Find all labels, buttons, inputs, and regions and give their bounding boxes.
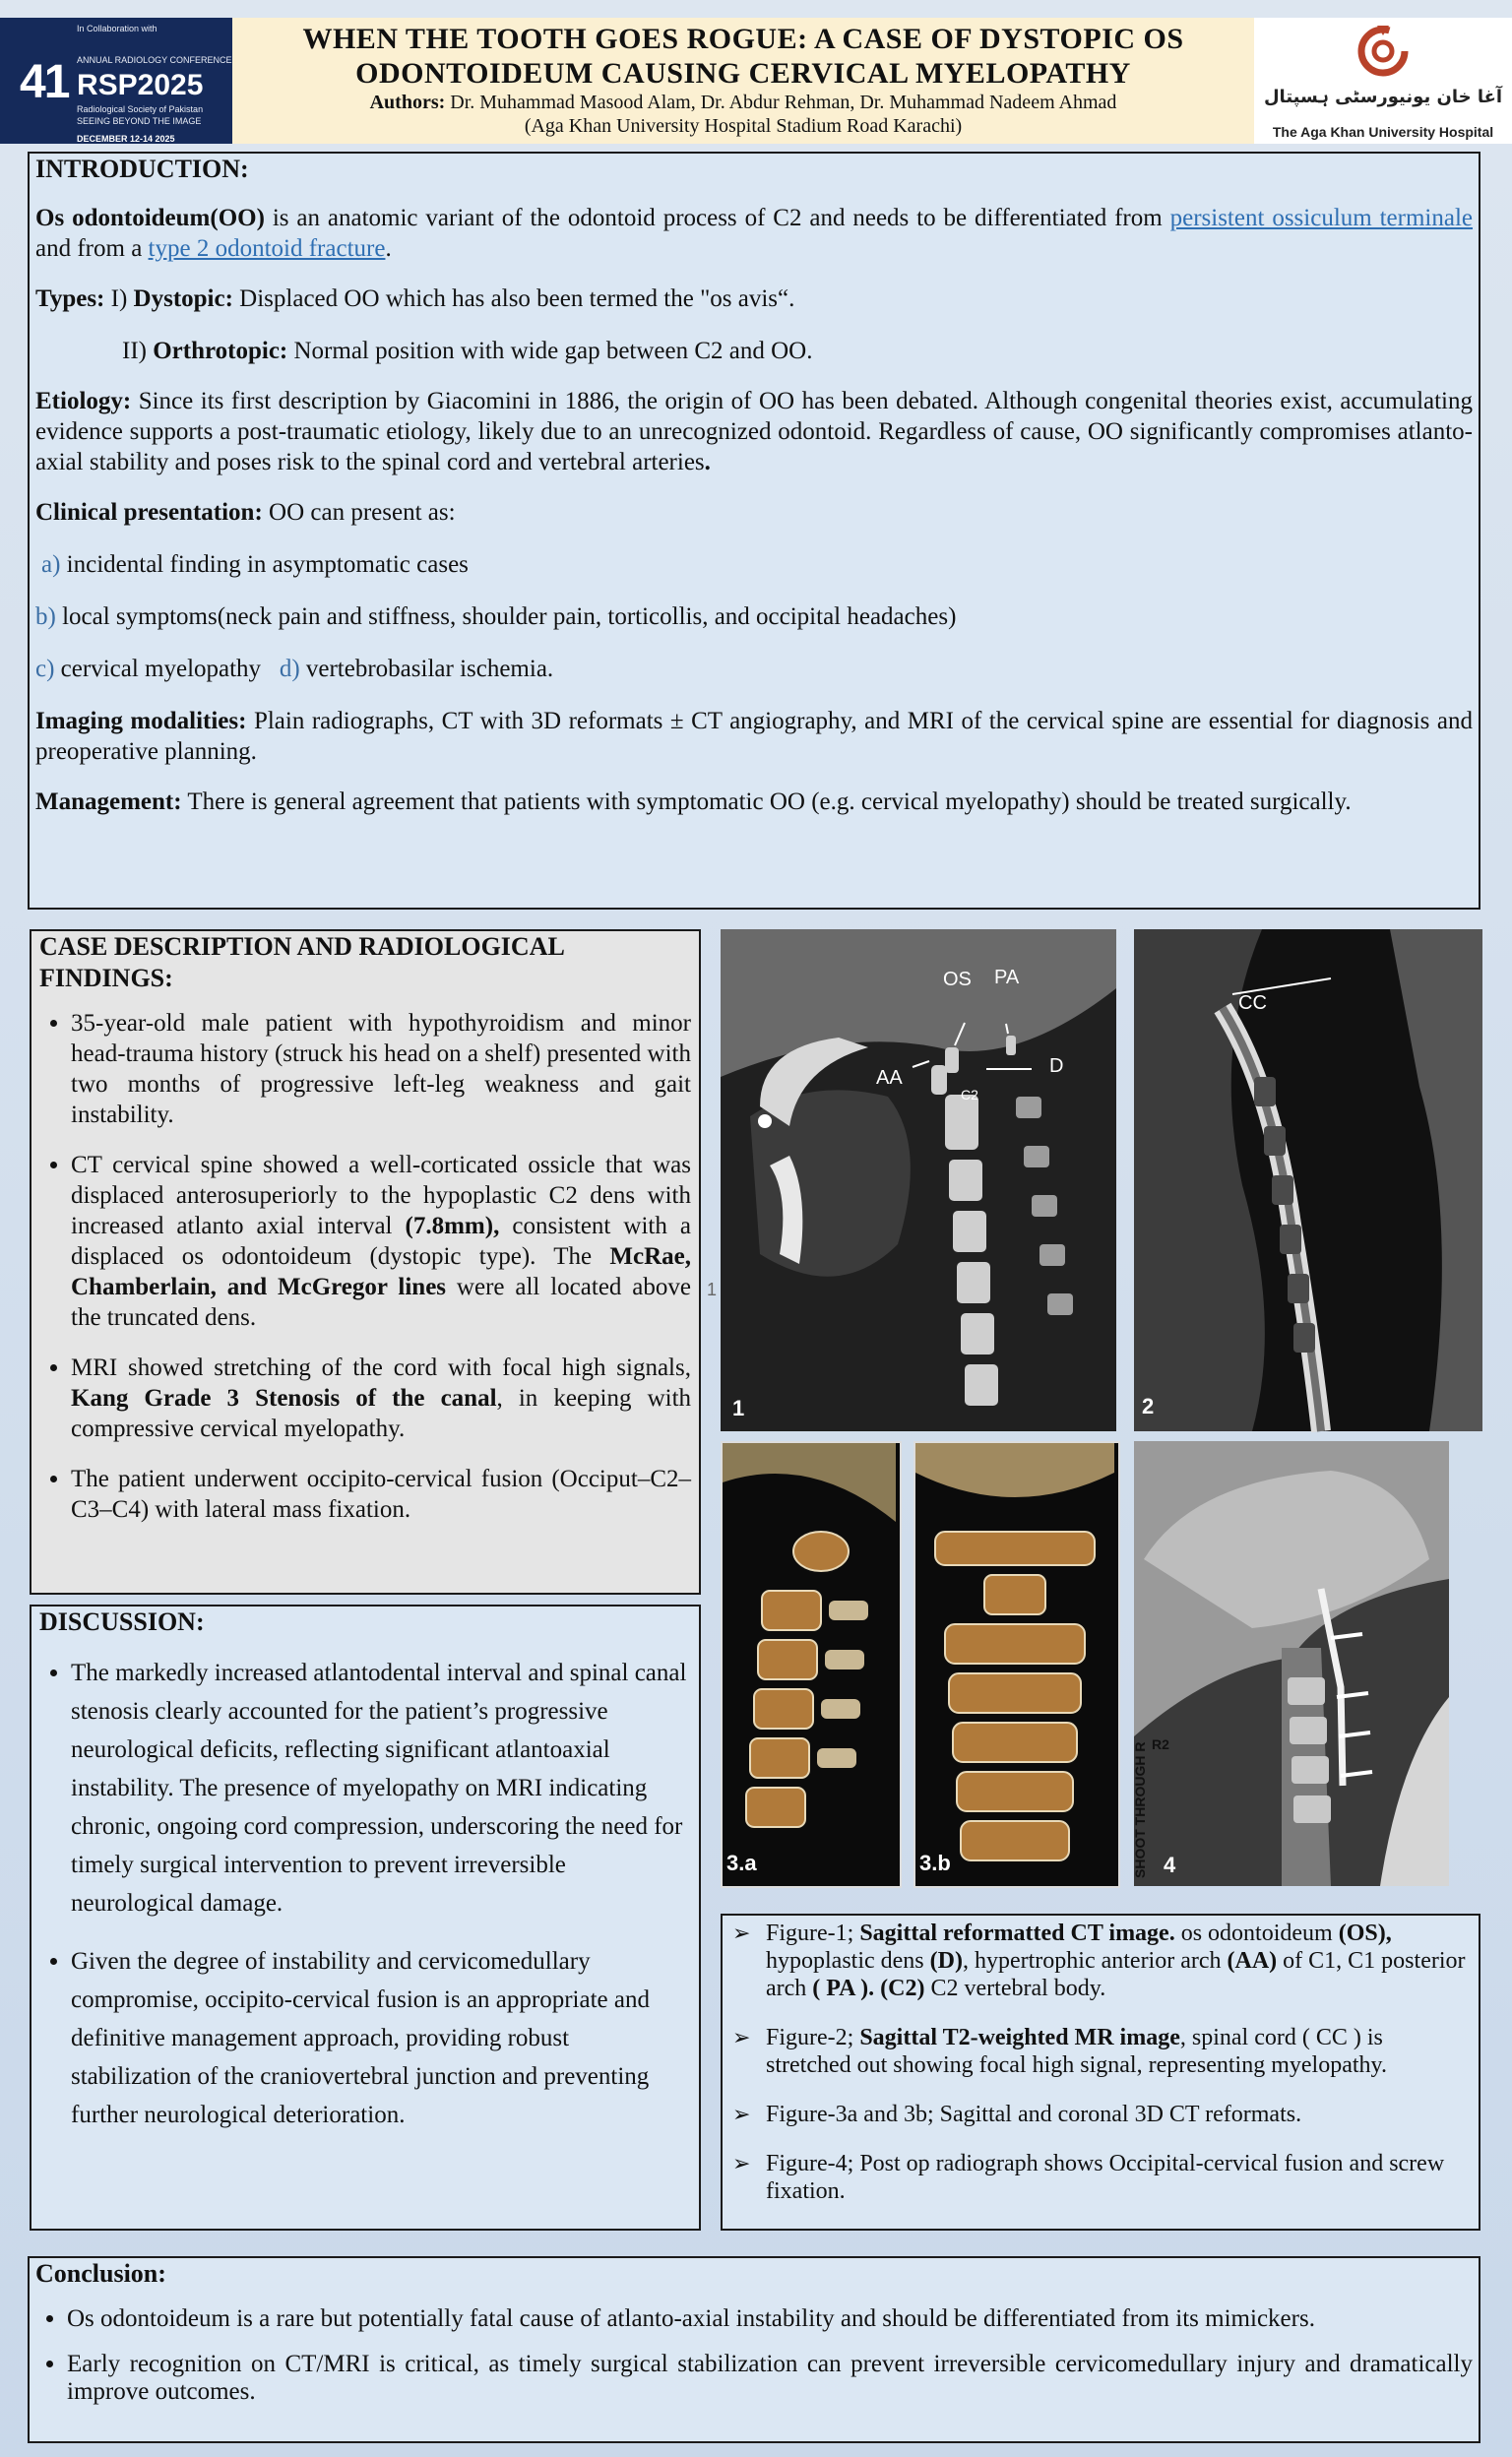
label-cc: CC: [1238, 992, 1267, 1014]
figure-3b-3d-ct-coronal: [914, 1441, 1120, 1888]
discussion-panel: [30, 1605, 701, 2231]
case-description-panel: [30, 929, 701, 1595]
label-c2: C2: [961, 1087, 978, 1102]
conclusion-panel: [28, 2256, 1480, 2443]
arrow-bullet-icon: ➢: [732, 1921, 751, 1945]
ct-spine-illustration: [721, 929, 1116, 1431]
hospital-name-urdu: آغا خان یونیورسٹی ہسپتال: [1263, 87, 1503, 107]
logo-date: DECEMBER 12-14 2025: [77, 134, 175, 144]
introduction-panel: [28, 152, 1480, 910]
figure-3a-3d-ct-sagittal: [721, 1441, 902, 1888]
conclusion-bullet-1: • Os odontoideum is a rare but potentially fatal cause of atlanto-axial instability and should be differentiated from its mimickers.: [67, 2305, 1473, 2333]
conclusion-list: [35, 2305, 1473, 2406]
case-heading: CASE DESCRIPTION AND RADIOLOGICAL FINDINGS:: [39, 932, 564, 992]
link-odontoid-fracture[interactable]: type 2 odontoid fracture: [148, 235, 386, 262]
case-bullet-2: • CT cervical spine showed a well-corticated ossicle that was displaced anterosuperiorly to the hypoplastic C2 dens with increased atlanto axial interval (7.8mm), consistent with a displaced os odontoideum (dystopic type). The McRae, Chamberlain, and McGregor lines were all located above the truncated dens.: [71, 1150, 691, 1333]
hospital-name: The Aga Khan University Hospital: [1272, 124, 1494, 140]
link-ossiculum[interactable]: persistent ossiculum terminale: [1169, 205, 1474, 231]
clinical-item-b: b) local symptoms(neck pain and stiffness, shoulder pain, torticollis, and occipital headaches): [35, 603, 957, 630]
case-bullet-4: • The patient underwent occipito-cervical fusion (Occiput–C2–C3–C4) with lateral mass fixation.: [71, 1464, 691, 1525]
introduction-heading: INTRODUCTION:: [35, 155, 249, 183]
figure-captions-panel: [721, 1914, 1480, 2231]
clinical-item-c-d: c) cervical myelopathy d) vertebrobasilar ischemia.: [35, 656, 554, 682]
authors: Authors: Dr. Muhammad Masood Alam, Dr. Abdur Rehman, Dr. Muhammad Nadeem Ahmad: [369, 92, 1117, 113]
figure-1-number: 1: [732, 1396, 745, 1420]
figure-1-side-marker: 1: [707, 1280, 718, 1299]
discussion-heading: DISCUSSION:: [39, 1607, 205, 1636]
conference-logo: [0, 18, 232, 144]
clinical-item-a: a) incidental finding in asymptomatic cases: [41, 551, 469, 578]
logo-name: RSP2025: [77, 69, 204, 101]
caption-figure-1: ➢ Figure-1; Sagittal reformatted CT image. os odontoideum (OS), hypoplastic dens (D), hypertrophic anterior arch (AA) of C1, C1 posterior arch ( PA ). (C2) C2 vertebral body.: [732, 1921, 1466, 2001]
conclusion-bullet-2: • Early recognition on CT/MRI is critical, as timely surgical stabilization can prevent irreversible cervicomedullary injury and dramatically improve outcomes.: [67, 2351, 1473, 2406]
case-bullet-3: • MRI showed stretching of the cord with focal high signals, Kang Grade 3 Stenosis of the canal, in keeping with compressive cervical myelopathy.: [71, 1353, 691, 1444]
logo-conference-text: ANNUAL RADIOLOGY CONFERENCE: [77, 55, 232, 65]
hospital-logo: [1254, 18, 1512, 144]
figure-2-number: 2: [1142, 1394, 1155, 1418]
label-d: D: [1049, 1055, 1064, 1077]
caption-figure-3: ➢ Figure-3a and 3b; Sagittal and coronal 3D CT reformats.: [732, 2102, 1302, 2127]
intro-paragraph: Os odontoideum(OO) is an anatomic variant of the odontoid process of C2 and needs to be differentiated from persistent ossiculum terminale and from a type 2 odontoid fracture.: [35, 205, 1474, 262]
types-line-2: II) Orthrotopic: Normal position with wide gap between C2 and OO.: [122, 338, 813, 364]
discussion-bullet-2: • Given the degree of instability and cervicomedullary compromise, occipito-cervical fusion is an appropriate and definitive management approach, providing robust stabilization of the craniovertebral junction and preventing further neurological deterioration.: [71, 1942, 691, 2134]
figure-1-ct-image: [721, 929, 1116, 1431]
types-line-1: Types: I) Dystopic: Displaced OO which has also been termed the "os avis“.: [35, 285, 795, 312]
radiograph-illustration: [1134, 1441, 1449, 1886]
conclusion-heading: Conclusion:: [35, 2259, 166, 2288]
label-aa: AA: [876, 1067, 903, 1089]
title-line-1: WHEN THE TOOTH GOES ROGUE: A CASE OF DYSTOPIC OS: [302, 23, 1184, 55]
figure-4-postop-radiograph: [1134, 1441, 1449, 1886]
title-line-2: ODONTOIDEUM CAUSING CERVICAL MYELOPATHY: [355, 57, 1131, 90]
arrow-bullet-icon: ➢: [732, 2025, 751, 2049]
logo-society-text: Radiological Society of Pakistan: [77, 104, 204, 114]
figure-4-number: 4: [1164, 1853, 1176, 1877]
logo-tagline: SEEING BEYOND THE IMAGE: [77, 116, 202, 126]
discussion-bullet-1: • The markedly increased atlantodental interval and spinal canal stenosis clearly accounted for the patient’s progressive neurological deficits, reflecting significant atlantoaxial instability. The presence of myelopathy on MRI indicating chronic, ongoing cord compression, underscoring the need for timely surgical intervention to prevent irreversible neurological damage.: [71, 1654, 691, 1922]
management-paragraph: Management: There is general agreement that patients with symptomatic OO (e.g. cervical myelopathy) should be treated surgically.: [35, 788, 1352, 815]
discussion-list: [39, 1654, 691, 2134]
radiograph-side-marker: SHOOT THROUGH R: [1132, 1741, 1148, 1878]
label-os: OS: [943, 969, 972, 990]
mri-spine-illustration: [1134, 929, 1482, 1431]
case-bullet-1: • 35-year-old male patient with hypothyroidism and minor head-trauma history (struck his head on a shelf) presented with two months of progressive left-leg weakness and gait instability.: [71, 1008, 691, 1130]
logo-number: 41: [20, 56, 69, 108]
arrow-bullet-icon: ➢: [732, 2151, 751, 2175]
figure-3b-number: 3.b: [919, 1851, 951, 1875]
caption-figure-2: ➢ Figure-2; Sagittal T2-weighted MR image, spinal cord ( CC ) is stretched out showing focal high signal, representing myelopathy.: [732, 2025, 1387, 2078]
logo-collab-text: In Collaboration with: [77, 24, 158, 33]
case-list: [39, 1008, 691, 1525]
label-pa: PA: [994, 967, 1020, 988]
caption-figure-4: ➢ Figure-4; Post op radiograph shows Occipital-cervical fusion and screw fixation.: [732, 2151, 1445, 2204]
radiograph-marker-r2: R2: [1152, 1736, 1169, 1752]
etiology-paragraph: Etiology: Since its first description by Giacomini in 1886, the origin of OO has been debated. Although congenital theories exist, accumulating evidence supports a post-traumatic etiology, likely due to an unrecognized odontoid. Regardless of cause, OO significantly compromises atlanto-axial stability and poses risk to the spinal cord and vertebral arteries.: [35, 388, 1473, 475]
arrow-bullet-icon: ➢: [732, 2102, 751, 2126]
3d-ct-sagittal-illustration: [723, 1443, 896, 1882]
figure-2-mri-image: [1134, 929, 1482, 1431]
hospital-emblem-icon: [1355, 22, 1411, 77]
poster-title-block: [232, 18, 1254, 144]
figure-3a-number: 3.a: [726, 1851, 757, 1875]
clinical-heading: Clinical presentation: OO can present as:: [35, 499, 456, 526]
imaging-paragraph: Imaging modalities: Plain radiographs, CT with 3D reformats ± CT angiography, and MRI of the cervical spine are essential for diagnosis and preoperative planning.: [35, 708, 1473, 765]
3d-ct-coronal-illustration: [915, 1443, 1114, 1882]
affiliation: (Aga Khan University Hospital Stadium Road Karachi): [524, 115, 963, 137]
